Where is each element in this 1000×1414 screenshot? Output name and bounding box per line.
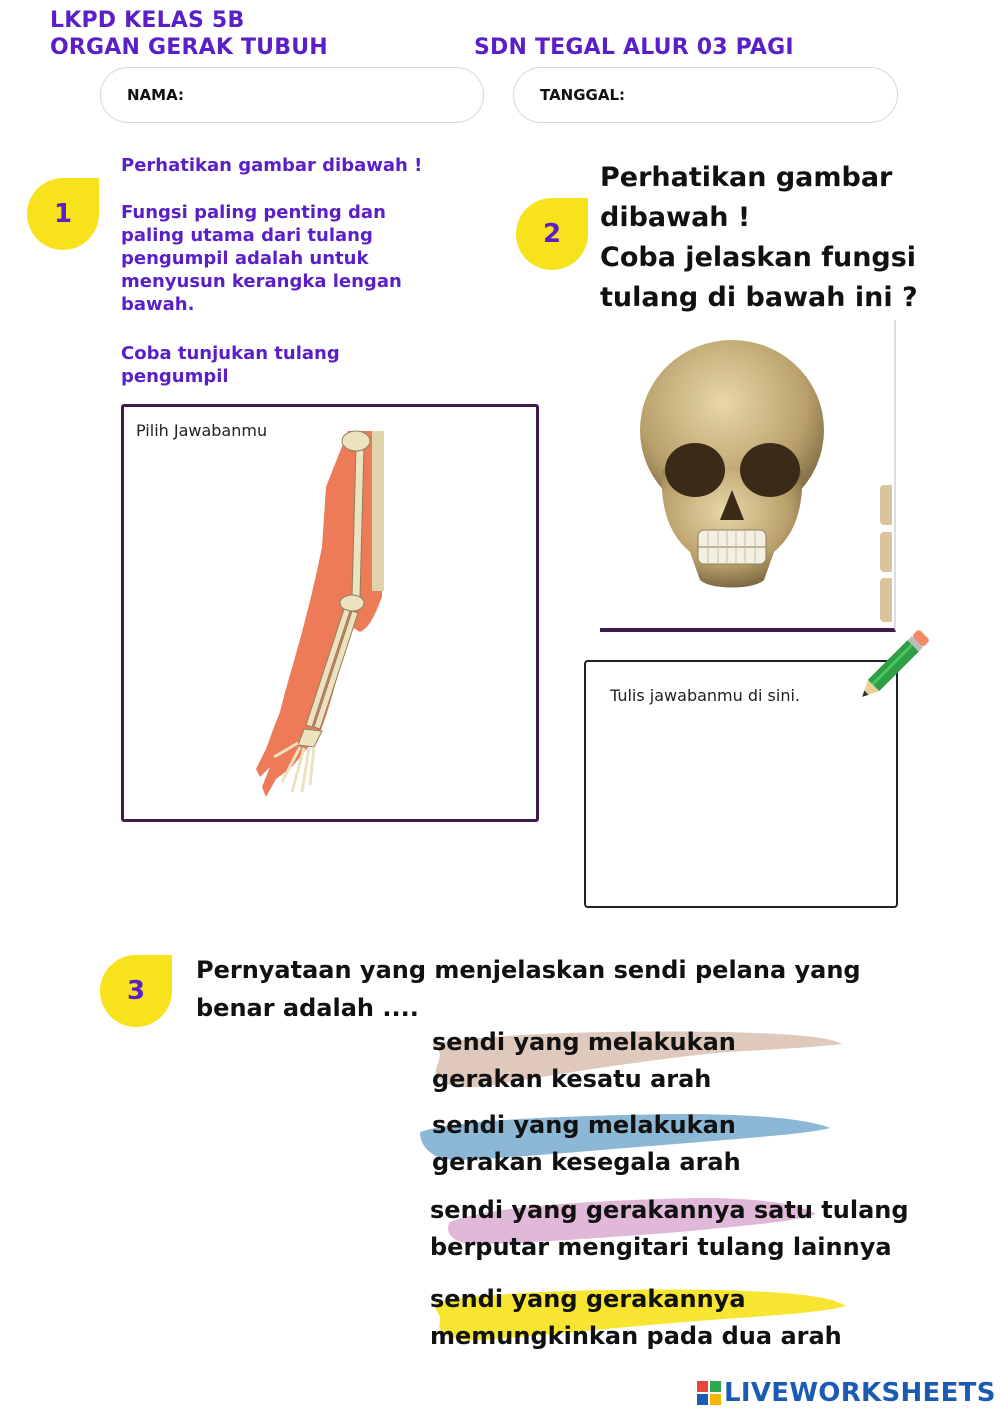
pencil-icon <box>852 620 936 710</box>
option-3[interactable] <box>430 1192 909 1266</box>
q2-instruction: Perhatikan gambar dibawah ! <box>600 162 893 233</box>
date-label: TANGGAL: <box>540 86 626 104</box>
select-answer-dropdown[interactable]: Pilih Jawabanmu <box>136 421 268 440</box>
q2-answer-placeholder: Tulis jawabanmu di sini. <box>610 686 800 705</box>
option-4-line-1: sendi yang gerakannya <box>430 1285 746 1313</box>
q1-task: Coba tunjukan tulang pengumpil <box>121 343 340 387</box>
q1-statement: Fungsi paling penting dan paling utama dari tulang pengumpil adalah untuk menyusun kerangka lengan bawah. <box>121 202 402 315</box>
question-2-number: 2 <box>542 219 562 249</box>
q3-question: Pernyataan yang menjelaskan sendi pelana yang benar adalah .... <box>196 956 861 1022</box>
option-1-line-1: sendi yang melakukan <box>432 1028 736 1056</box>
option-1-line-2: gerakan kesatu arah <box>432 1065 712 1093</box>
name-label: NAMA: <box>127 86 184 104</box>
q2-answer-textbox[interactable] <box>584 660 898 908</box>
question-2-badge <box>516 198 588 270</box>
question-3-number: 3 <box>126 976 146 1006</box>
school-name: SDN TEGAL ALUR 03 PAGI <box>474 35 794 60</box>
liveworksheets-logo-icon <box>697 1381 721 1405</box>
worksheet-topic-title: ORGAN GERAK TUBUH <box>50 35 328 60</box>
liveworksheets-logo <box>697 1378 996 1408</box>
option-2-line-2: gerakan kesegala arah <box>432 1148 741 1176</box>
option-4-line-2: memungkinkan pada dua arah <box>430 1322 842 1350</box>
arm-skeleton-illustration <box>252 427 392 812</box>
skull-illustration <box>600 320 892 625</box>
option-3-line-1: sendi yang gerakannya satu tulang <box>430 1196 909 1224</box>
arm-image-frame <box>121 404 539 822</box>
question-1-number: 1 <box>53 199 73 229</box>
worksheet-class-title: LKPD KELAS 5B <box>50 8 245 33</box>
option-4[interactable] <box>430 1281 842 1355</box>
option-1[interactable] <box>432 1024 736 1098</box>
skull-image-frame <box>600 320 896 632</box>
question-1-badge <box>27 178 99 250</box>
option-2-line-1: sendi yang melakukan <box>432 1111 736 1139</box>
q2-question: Coba jelaskan fungsi tulang di bawah ini ? <box>600 242 918 313</box>
question-3-badge <box>100 955 172 1027</box>
liveworksheets-logo-text: LIVEWORKSHEETS <box>724 1378 996 1408</box>
name-field[interactable] <box>100 67 484 123</box>
option-2[interactable] <box>432 1107 741 1181</box>
date-field[interactable] <box>513 67 898 123</box>
option-3-line-2: berputar mengitari tulang lainnya <box>430 1233 892 1261</box>
q1-instruction: Perhatikan gambar dibawah ! <box>121 155 423 176</box>
